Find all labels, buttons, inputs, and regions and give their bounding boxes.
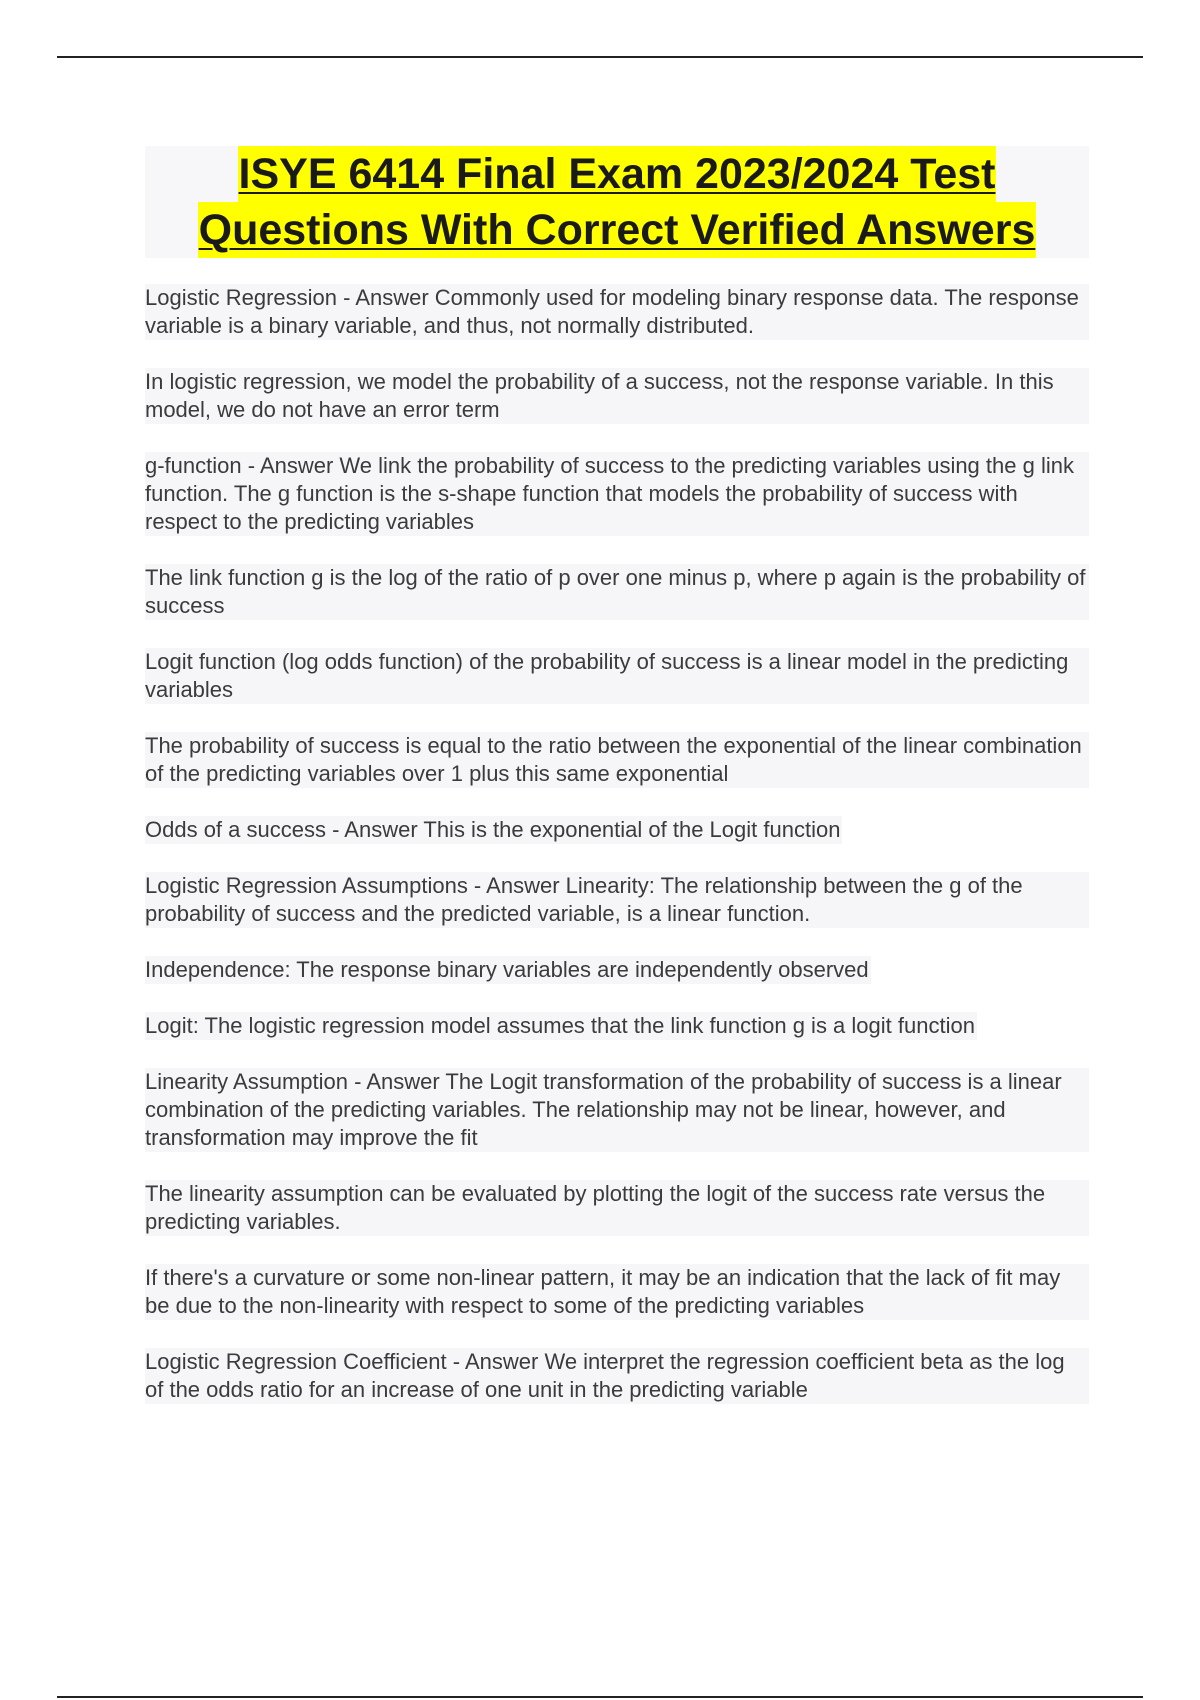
paragraph: The link function g is the log of the ratio of p over one minus p, where p again is the probability of success [145, 564, 1089, 620]
document-title [145, 146, 1089, 258]
paragraph: g-function - Answer We link the probability of success to the predicting variables using the g link function. The g function is the s-shape function that models the probability of success with respect to the predicting variables [145, 452, 1089, 536]
paragraph: If there's a curvature or some non-linear pattern, it may be an indication that the lack of fit may be due to the non-linearity with respect to some of the predicting variables [145, 1264, 1089, 1320]
paragraph: Odds of a success - Answer This is the exponential of the Logit function [145, 817, 841, 842]
paragraph: Independence: The response binary variables are independently observed [145, 957, 869, 982]
paragraph: In logistic regression, we model the probability of a success, not the response variable. In this model, we do not have an error term [145, 368, 1089, 424]
bottom-rule [57, 1696, 1143, 1698]
paragraph: Logit: The logistic regression model assumes that the link function g is a logit function [145, 1013, 975, 1038]
title-line-2: Questions With Correct Verified Answers [198, 202, 1037, 258]
title-line-1: ISYE 6414 Final Exam 2023/2024 Test [238, 146, 997, 202]
paragraph: Logistic Regression Coefficient - Answer We interpret the regression coefficient beta as the log of the odds ratio for an increase of one unit in the predicting variable [145, 1348, 1089, 1404]
top-rule [57, 56, 1143, 58]
paragraph: Logistic Regression Assumptions - Answer Linearity: The relationship between the g of the probability of success and the predicted variable, is a linear function. [145, 872, 1089, 928]
paragraph: Logistic Regression - Answer Commonly used for modeling binary response data. The response variable is a binary variable, and thus, not normally distributed. [145, 284, 1089, 340]
paragraph: Linearity Assumption - Answer The Logit transformation of the probability of success is a linear combination of the predicting variables. The relationship may not be linear, however, and transformation may improve the fit [145, 1068, 1089, 1152]
paragraph: Logit function (log odds function) of the probability of success is a linear model in the predicting variables [145, 648, 1089, 704]
document-page [145, 146, 1089, 1432]
paragraph: The probability of success is equal to the ratio between the exponential of the linear combination of the predicting variables over 1 plus this same exponential [145, 732, 1089, 788]
paragraph: The linearity assumption can be evaluated by plotting the logit of the success rate versus the predicting variables. [145, 1180, 1089, 1236]
